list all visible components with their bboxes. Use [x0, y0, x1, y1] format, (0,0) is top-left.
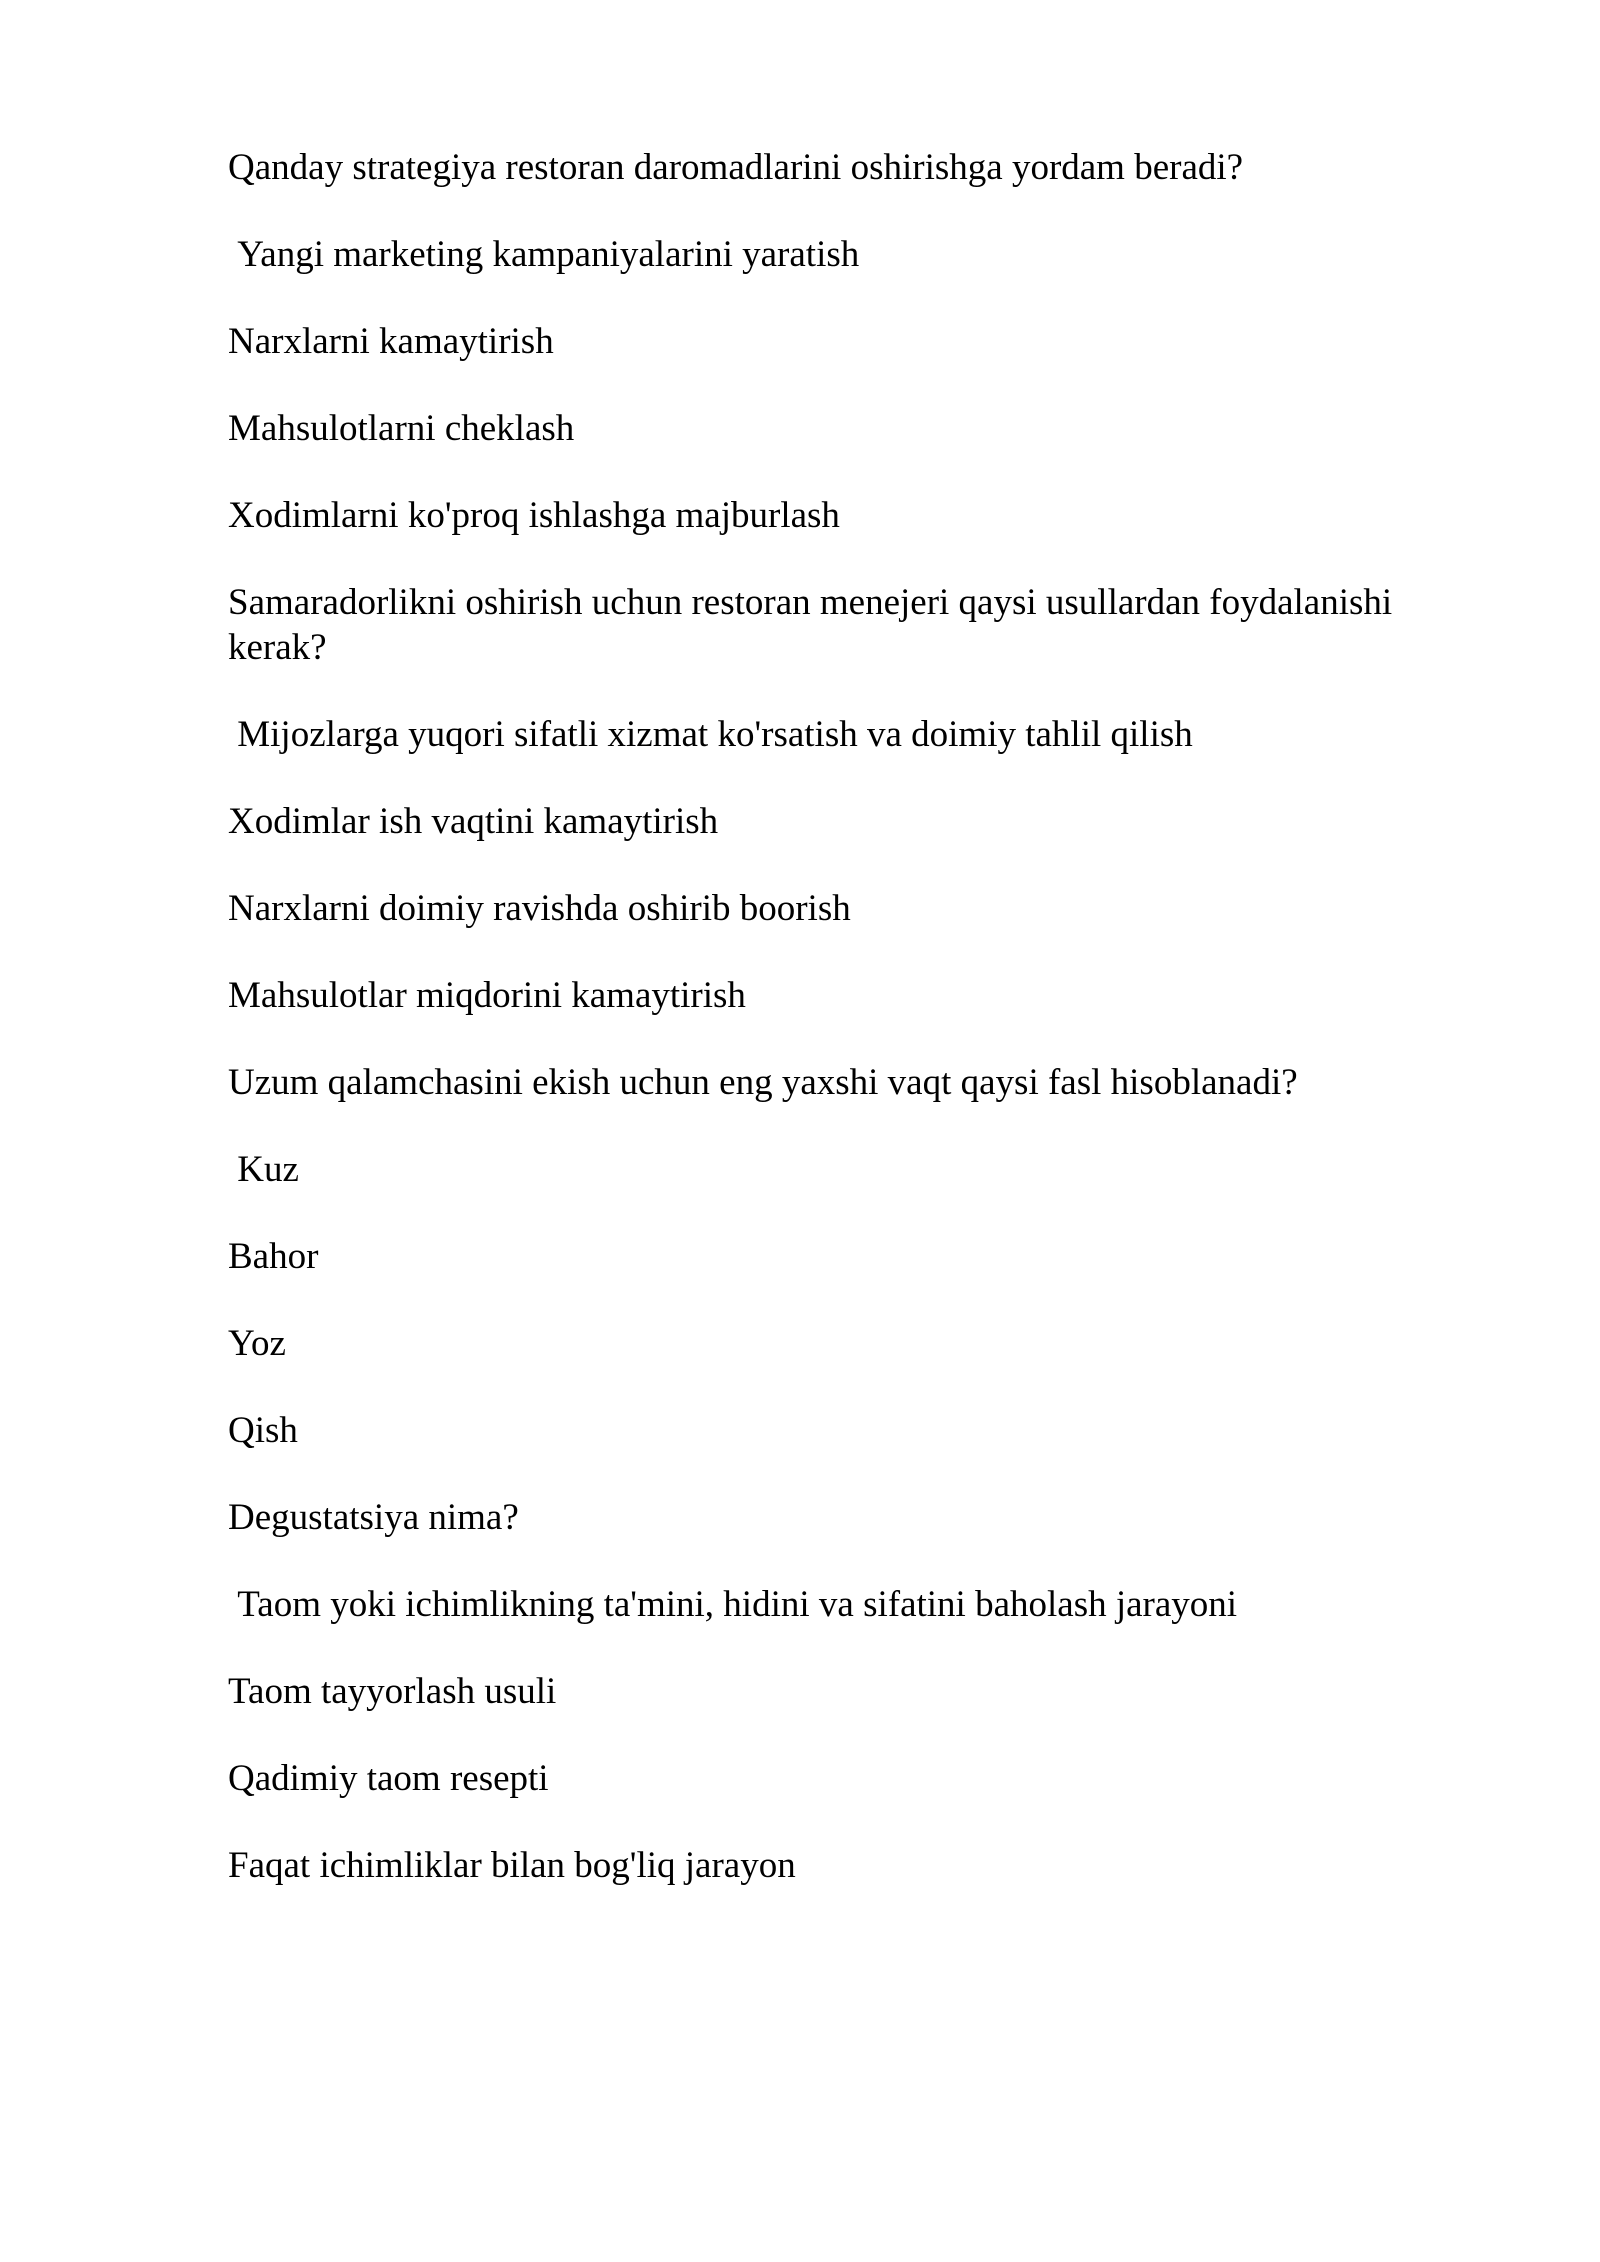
answer-option: Xodimlarni ko'proq ishlashga majburlash: [228, 495, 840, 536]
answer-option: Narxlarni kamaytirish: [228, 321, 554, 362]
question-text: Samaradorlikni oshirish uchun restoran menejeri qaysi usullardan foydalanishi kerak?: [228, 582, 1402, 668]
answer-option: Xodimlar ish vaqtini kamaytirish: [228, 801, 719, 842]
answer-option: Kuz: [228, 1149, 299, 1190]
question-block-4: [228, 1495, 1468, 1888]
answer-option: Taom yoki ichimlikning ta'mini, hidini va sifatini baholash jarayoni: [228, 1584, 1238, 1625]
answer-option: Bahor: [228, 1236, 319, 1277]
answer-option: Narxlarni doimiy ravishda oshirib boorish: [228, 888, 851, 929]
question-block-2: [228, 580, 1468, 1018]
answer-option: Mijozlarga yuqori sifatli xizmat ko'rsatish va doimiy tahlil qilish: [228, 714, 1193, 755]
answer-option: Qish: [228, 1410, 298, 1451]
answer-option: Mahsulotlarni cheklash: [228, 408, 575, 449]
question-text: Degustatsiya nima?: [228, 1497, 519, 1538]
answer-option: Faqat ichimliklar bilan bog'liq jarayon: [228, 1845, 796, 1886]
question-text: Qanday strategiya restoran daromadlarini oshirishga yordam beradi?: [228, 147, 1244, 188]
question-text: Uzum qalamchasini ekish uchun eng yaxshi vaqt qaysi fasl hisoblanadi?: [228, 1062, 1298, 1103]
answer-option: Yangi marketing kampaniyalarini yaratish: [228, 234, 860, 275]
question-block-3: [228, 1060, 1468, 1453]
answer-option: Yoz: [228, 1323, 286, 1364]
answer-option: Mahsulotlar miqdorini kamaytirish: [228, 975, 746, 1016]
answer-option: Taom tayyorlash usuli: [228, 1671, 557, 1712]
answer-option: Qadimiy taom resepti: [228, 1758, 549, 1799]
question-block-1: [228, 145, 1468, 538]
